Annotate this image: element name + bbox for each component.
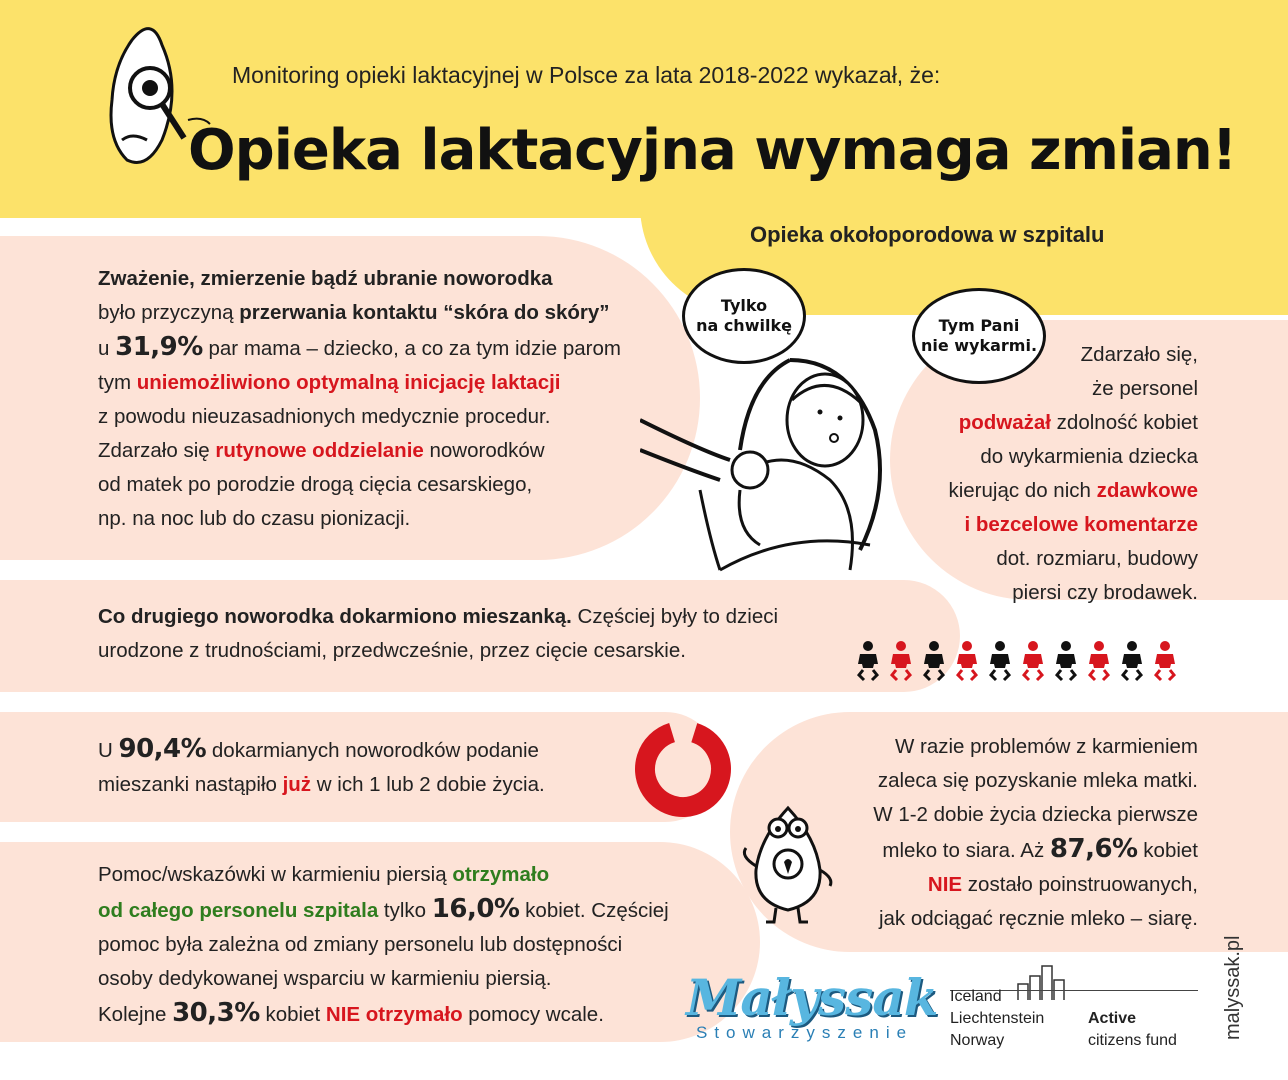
text-line: od matek po porodzie drogą cięcia cesarskiego, (98, 473, 533, 496)
text-fragment: kobiet (259, 1003, 326, 1026)
crying-drop-mascot-icon (738, 798, 838, 926)
text-emphasis-red: podważał (958, 411, 1051, 434)
text-fragment: pomocy wcale. (462, 1003, 604, 1026)
text-skin-to-skin (98, 262, 621, 536)
text-emphasis-red: i bezcelowe komentarze (964, 513, 1198, 536)
text-emphasis: przerwania kontaktu “skóra do skóry” (239, 301, 610, 324)
babies-pictogram (856, 640, 1177, 682)
text-fragment: tylko (378, 899, 432, 922)
baby-icon (1054, 640, 1078, 682)
text-emphasis-red: już (282, 773, 312, 796)
text-line: do wykarmienia dziecka (980, 445, 1198, 468)
text-emphasis-red: zdawkowe (1096, 479, 1198, 502)
logo-subtitle: Stowarzyszenie (696, 1023, 914, 1042)
text-emphasis-green: od całego personelu szpitala (98, 899, 379, 922)
text-fragment: kobiet. Częściej (519, 899, 669, 922)
mother-newborn-illustration (640, 340, 900, 575)
bubble-right-line-1: Tym Pani (938, 316, 1020, 335)
text-fragment: Pomoc/wskazówki w karmieniu piersią (98, 863, 453, 886)
text-line: zaleca się pozyskanie mleka matki. (877, 769, 1198, 792)
text-line: Zdarzało się, (1080, 343, 1198, 366)
text-line: że personel (1092, 377, 1198, 400)
text-fragment: u (98, 337, 116, 360)
baby-icon (1153, 640, 1177, 682)
text-line: Zważenie, zmierzenie bądź ubranie noworodka (98, 267, 553, 290)
text-fragment: dokarmianych noworodków podanie (206, 739, 539, 762)
text-line: piersi czy brodawek. (1012, 581, 1198, 604)
text-fragment: kobiet (1137, 839, 1198, 862)
text-fragment: Kolejne (98, 1003, 173, 1026)
text-line: pomoc była zależna od zmiany personelu lub dostępności (98, 933, 623, 956)
text-fragment: Zdarzało się (98, 439, 216, 462)
baby-icon (1120, 640, 1144, 682)
text-fragment: kierując do nich (948, 479, 1097, 502)
text-fragment: zdolność kobiet (1050, 411, 1198, 434)
text-fragment: tym (98, 371, 137, 394)
baby-icon (1021, 640, 1045, 682)
text-colostrum (800, 730, 1198, 936)
bubble-left-line-1: Tylko (720, 296, 768, 315)
baby-icon (856, 640, 880, 682)
stat-31-9: 31,9% (115, 332, 203, 362)
fund-countries (950, 986, 1044, 1052)
country-iceland: Iceland (950, 988, 1002, 1005)
fund-name (1088, 1008, 1177, 1052)
section-heading: Opieka okołoporodowa w szpitalu (750, 222, 1105, 247)
malyssak-logo (686, 968, 937, 1043)
text-fragment: par mama – dziecko, a co za tym idzie parom (202, 337, 621, 360)
text-help (98, 858, 669, 1032)
stat-16-0: 16,0% (431, 894, 520, 924)
text-line: np. na noc lub do czasu pionizacji. (98, 507, 411, 530)
stat-30-3: 30,3% (172, 998, 260, 1028)
text-early-formula (98, 732, 545, 802)
baby-icon (922, 640, 946, 682)
subtitle: Monitoring opieki laktacyjnej w Polsce za lata 2018-2022 wykazał, że: (232, 62, 941, 88)
text-staff-comments (880, 338, 1198, 610)
logo-name: Małyssak (686, 968, 938, 1027)
text-fragment: było przyczyną (98, 301, 240, 324)
stat-87-6: 87,6% (1049, 834, 1138, 864)
text-emphasis-green: otrzymało (452, 863, 550, 886)
site-url: malyssak.pl (1222, 935, 1244, 1040)
stat-90-4: 90,4% (118, 734, 207, 764)
page-title: Opieka laktacyjna wymaga zmian! (188, 118, 1237, 183)
baby-icon (988, 640, 1012, 682)
text-emphasis-red: NIE (927, 873, 963, 896)
text-line: dot. rozmiaru, budowy (996, 547, 1198, 570)
bubble-left-line-2: na chwilkę (696, 316, 792, 335)
text-fragment: Częściej były to dzieci (571, 605, 779, 628)
baby-icon (889, 640, 913, 682)
baby-icon (1087, 640, 1111, 682)
fund-name-line-1: Active (1088, 1010, 1137, 1027)
fund-name-line-2: citizens fund (1088, 1032, 1177, 1049)
text-fragment: mleko to siara. Aż (882, 839, 1050, 862)
text-emphasis-red: uniemożliwiono optymalną inicjację laktacji (136, 371, 561, 394)
text-fragment: w ich 1 lub 2 dobie życia. (311, 773, 545, 796)
text-formula (98, 600, 778, 668)
text-emphasis-red: rutynowe oddzielanie (215, 439, 424, 462)
text-line: urodzone z trudnościami, przedwcześnie, przez cięcie cesarskie. (98, 639, 686, 662)
baby-icon (955, 640, 979, 682)
text-fragment: U (98, 739, 119, 762)
text-line: W 1-2 dobie życia dziecka pierwsze (873, 803, 1198, 826)
text-line: W razie problemów z karmieniem (894, 735, 1198, 758)
country-liechtenstein: Liechtenstein (950, 1010, 1045, 1027)
text-fragment: mieszanki nastąpiło (98, 773, 283, 796)
ring-arc (635, 721, 730, 816)
ring-90-4-percent (630, 716, 736, 822)
text-fragment: noworodków (423, 439, 545, 462)
text-line: osoby dedykowanej wsparciu w karmieniu piersią. (98, 967, 552, 990)
text-emphasis: Co drugiego noworodka dokarmiono mieszanką. (98, 605, 572, 628)
country-norway: Norway (950, 1032, 1005, 1049)
text-line: jak odciągać ręcznie mleko – siarę. (878, 907, 1198, 930)
bubble-right-line-2: nie wykarmi. (920, 336, 1038, 355)
text-emphasis-red: NIE otrzymało (325, 1003, 463, 1026)
text-line: z powodu nieuzasadnionych medycznie procedur. (98, 405, 551, 428)
text-fragment: zostało poinstruowanych, (962, 873, 1198, 896)
